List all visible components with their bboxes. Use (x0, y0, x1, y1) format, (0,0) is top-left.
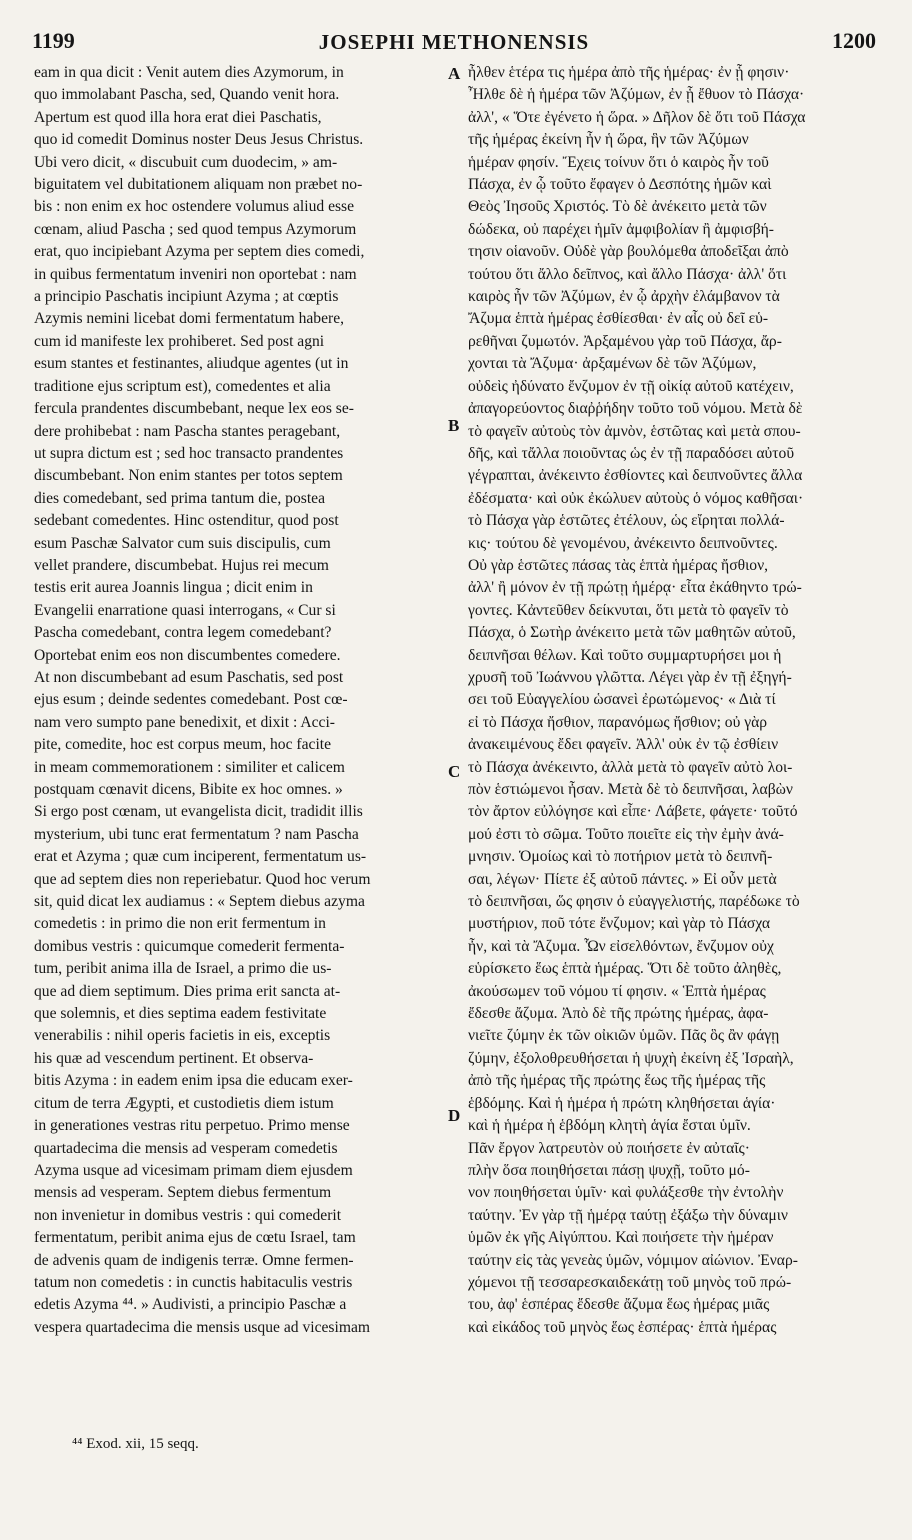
latin-line: dies comedebant, sed prima tantum die, postea (34, 489, 325, 507)
latin-line: Azyma usque ad vicesimam primam diem ejusdem (34, 1161, 353, 1179)
greek-line: μνησιν. Ὁμοίως καὶ τὸ ποτήριον μετὰ τὸ δειπνῆ- (468, 848, 773, 866)
latin-line: cœnam, aliud Pascha ; sed quod tempus Azymorum (34, 220, 357, 238)
latin-line: in meam commemorationem : similiter et calicem (34, 758, 345, 776)
margin-letter-a: A (448, 64, 461, 83)
greek-line: Πάσχα, ὁ Σωτὴρ ἀνέκειτο μετὰ τῶν μαθητῶν αὐτοῦ, (468, 624, 796, 642)
greek-line: ὑμῶν ἐκ γῆς Αἰγύπτου. Καὶ ποιήσετε τὴν ἡμέραν (468, 1229, 774, 1247)
latin-line: erat et Azyma ; quæ cum inciperent, fermentatum us- (34, 848, 367, 866)
latin-line: esum Paschæ Salvator cum suis discipulis, cum (34, 534, 331, 552)
greek-line: χρυσῆ τοῦ Ἰωάννου γλῶττα. Λέγει γὰρ ἐν τῇ ἐξηγή- (468, 668, 792, 686)
latin-line: que solemnis, et dies septima eadem festivitate (34, 1005, 327, 1023)
greek-line: Πάσχα, ἐν ᾧ τοῦτο ἔφαγεν ὁ Δεσπότης ἡμῶν καὶ (468, 176, 772, 194)
greek-line: τὸ φαγεῖν αὐτοὺς τὸν ἀμνὸν, ἑστῶτας καὶ μετὰ σπου- (468, 422, 801, 440)
latin-line: tum, peribit anima illa de Israel, a primo die us- (34, 960, 332, 978)
greek-line: τὸ Πάσχα γὰρ ἑστῶτες ἐτέλουν, ὡς εἴρηται πολλά- (468, 512, 785, 530)
latin-line: domibus vestris : quicumque comederit fermenta- (34, 937, 345, 955)
latin-line: bitis Azyma : in eadem enim ipsa die educam exer- (34, 1072, 353, 1090)
latin-line: quartadecima die mensis ad vesperam comedetis (34, 1139, 338, 1157)
right-column-number: 1200 (832, 28, 876, 53)
latin-line: pite, comedite, hoc est corpus meum, hoc facite (34, 736, 332, 754)
latin-column (34, 62, 446, 1339)
greek-line: ἀκούσωμεν τοῦ νόμου τί φησιν. « Ἑπτὰ ἡμέρας (468, 982, 766, 1000)
greek-line: του, ἀφ' ἑσπέρας ἔδεσθε ἄζυμα ἕως ἡμέρας μιᾶς (468, 1296, 770, 1314)
greek-line: ἡμέραν φησίν. Ἔχεις τοίνυν ὅτι ὁ καιρὸς ἦν τοῦ (468, 153, 769, 171)
latin-line: citum de terra Ægypti, et custodietis diem istum (34, 1094, 334, 1112)
greek-line: νιεῖτε ζύμην ἐκ τῶν οἰκιῶν ὑμῶν. Πᾶς ὃς ἂν φάγῃ (468, 1027, 780, 1045)
latin-line: his quæ ad vescendum pertinent. Et observa- (34, 1049, 314, 1067)
page-header (32, 28, 876, 62)
greek-line: σει τοῦ Εὐαγγελίου ὡσανεὶ ἐρωτώμενος· « Διὰ τί (468, 691, 776, 709)
latin-line: mysterium, ubi tunc erat fermentatum ? nam Pascha (34, 825, 359, 843)
greek-line: ταύτην εἰς τὰς γενεὰς ὑμῶν, νόμιμον αἰώνιον. Ἐναρ- (468, 1251, 798, 1269)
latin-line: in quibus fermentatum inveniri non oportebat : nam (34, 265, 357, 283)
greek-line: καιρὸς ἦν τῶν Ἀζύμων, ἐν ᾧ ἀρχὴν ἐλάμβανον τὰ (468, 288, 780, 306)
latin-line: fermentatum, peribit anima ejus de cœtu Israel, tam (34, 1229, 356, 1247)
greek-line: ἀπαγορεύοντος διαῤῥήδην τοῦτο τοῦ νόμου. Μετὰ δὲ (468, 400, 803, 418)
greek-line: τὸ Πάσχα ἀνέκειντο, ἀλλὰ μετὰ τὸ φαγεῖν αὐτὸ λοι- (468, 758, 793, 776)
latin-line: postquam cœnavit dicens, Bibite ex hoc omnes. » (34, 781, 343, 798)
latin-line: tatum non comedetis : in cunctis habitaculis vestris (34, 1273, 353, 1291)
latin-line: ejus esum ; deinde sedentes comedebant. Post cœ- (34, 691, 348, 709)
greek-line: ἀπὸ τῆς ἡμέρας τῆς πρώτης ἕως τῆς ἡμέρας τῆς (468, 1072, 766, 1090)
latin-line: At non discumbebant ad esum Paschatis, sed post (34, 668, 344, 686)
latin-line: dere prohibebat : nam Pascha stantes peragebant, (34, 422, 341, 440)
greek-line: καὶ εἰκάδος τοῦ μηνὸς ἕως ἑσπέρας· ἑπτὰ ἡμέρας (468, 1318, 777, 1336)
margin-letter-d: D (448, 1106, 461, 1125)
greek-line: ζύμην, ἐξολοθρευθήσεται ἡ ψυχὴ ἐκείνη ἐξ Ἰσραὴλ, (468, 1049, 794, 1067)
latin-line: biguitatem vel dubitationem aliquam non præbet no- (34, 176, 363, 194)
latin-line: fercula prandentes discumbebant, neque lex eos se- (34, 400, 354, 418)
latin-line: Azymis nemini licebat domi fermentatum habere, (34, 310, 345, 328)
greek-line: ἀνακειμένους ἔδει φαγεῖν. Ἀλλ' οὐκ ἐν τῷ ἐσθίειν (468, 736, 779, 754)
latin-line: bis : non enim ex hoc ostendere volumus aliud esse (34, 198, 355, 216)
latin-line: Evangelii enarratione quasi interrogans, « Cur si (34, 601, 336, 619)
latin-line: nam vero sumpto pane benedixit, et dixit : Acci- (34, 713, 335, 731)
greek-line: ἦλθεν ἑτέρα τις ἡμέρα ἀπὸ τῆς ἡμέρας· ἐν ᾗ φησιν· (468, 64, 790, 81)
latin-line: vespera quartadecima die mensis usque ad vicesimam (34, 1318, 371, 1336)
greek-line: κις· τούτου δὲ γενομένου, ἀνέκειντο δειπνοῦντες. (468, 534, 778, 552)
latin-line: traditione ejus scriptum est), comedentes et alia (34, 377, 331, 395)
left-column-number: 1199 (32, 28, 75, 53)
greek-line: τούτου ὅτι ἄλλο δεῖπνος, καὶ ἄλλο Πάσχα· ἀλλ' ὅτι (468, 265, 787, 283)
latin-line: a principio Paschatis incipiunt Azyma ; at cœptis (34, 288, 339, 306)
greek-line: εἰ τὸ Πάσχα ἤσθιον, παρανόμως ἤσθιον; οὐ γὰρ (468, 713, 768, 731)
greek-line: νον ποιηθήσεται ὑμῖν· καὶ φυλάξεσθε τὴν ἐντολὴν (468, 1184, 784, 1202)
latin-line: sit, quid dicat lex audiamus : « Septem diebus azyma (34, 893, 365, 911)
latin-line: testis erit aurea Joannis lingua ; dicit enim in (34, 579, 313, 597)
greek-line: Θεὸς Ἰησοῦς Χριστός. Τὸ δὲ ἀνέκειτο μετὰ τῶν (468, 198, 767, 216)
running-title: JOSEPHI METHONENSIS (318, 30, 590, 54)
latin-line: mensis ad vesperam. Septem diebus fermentum (34, 1184, 332, 1202)
greek-line: τησιν οἱανοῦν. Οὐδὲ γὰρ βουλόμεθα ἀποδεῖξαι ἀπὸ (468, 243, 789, 261)
latin-line: vellet prandere, discumbebat. Hujus rei mecum (34, 556, 329, 574)
latin-line: de advenis quam de indigenis terræ. Omne fermen- (34, 1251, 354, 1269)
greek-column (468, 62, 878, 1339)
margin-letter-c: C (448, 762, 461, 781)
latin-line: Apertum est quod illa hora erat diei Paschatis, (34, 108, 322, 126)
footnote: ⁴⁴ Exod. xii, 15 seqq. (72, 1436, 199, 1452)
greek-line: σαι, λέγων· Πίετε ἐξ αὐτοῦ πάντες. » Εἰ οὖν μετὰ (468, 870, 777, 888)
greek-line: ἑβδόμης. Καὶ ἡ ἡμέρα ἡ πρώτη κληθήσεται ἁγία· (468, 1094, 776, 1112)
greek-line: ρεθῆναι ζυμωτόν. Ἀρξαμένου γὰρ τοῦ Πάσχα, ἄρ- (468, 332, 782, 350)
latin-line: quo id comedit Dominus noster Deus Jesus Christus. (34, 131, 364, 149)
greek-line: Ἦλθε δὲ ἡ ἡμέρα τῶν Ἀζύμων, ἐν ᾗ ἔθυον τὸ Πάσχα· (468, 86, 805, 104)
greek-line: μού ἐστι τὸ σῶμα. Τοῦτο ποιεῖτε εἰς τὴν ἐμὴν ἀνά- (468, 825, 784, 843)
greek-line: εὑρίσκετο ἕως ἑπτὰ ἡμέρας. Ὅτι δὲ τοῦτο ἀληθὲς, (468, 960, 782, 978)
latin-line: que ad septem dies non reperiebatur. Quod hoc verum (34, 870, 371, 888)
greek-line: δῆς, καὶ τἄλλα ποιοῦντας ὡς ἐν τῇ παραδόσει αὐτοῦ (468, 444, 795, 462)
greek-line: τῆς ἡμέρας ἐκείνη ἦν ἡ ὥρα, ἣν τῶν Ἀζύμων (468, 131, 749, 149)
latin-line: in generationes vestras ritu perpetuo. Primo mense (34, 1117, 350, 1135)
latin-line: erat, quo incipiebant Azyma per septem dies comedi, (34, 243, 365, 261)
margin-letter-b: B (448, 416, 460, 435)
greek-line: γέγραπται, ἀνέκειντο ἐσθίοντες καὶ δειπνοῦντες ἄλλα (468, 467, 803, 485)
greek-line: ἐδέσματα· καὶ οὐκ ἐκώλυεν αὐτοὺς ὁ νόμος καθῆσαι· (468, 489, 804, 507)
latin-line: Pascha comedebant, contra legem comedebant? (34, 624, 332, 642)
latin-line: cum id manifeste lex prohiberet. Sed post agni (34, 332, 325, 350)
latin-line: Ubi vero dicit, « discubuit cum duodecim, » am- (34, 153, 338, 171)
latin-line: esum stantes et festinantes, aliudque agentes (ut in (34, 355, 349, 373)
latin-line: eam in qua dicit : Venit autem dies Azymorum, in (34, 64, 344, 81)
latin-line: ut supra dictum est ; sed hoc transacto prandentes (34, 444, 344, 462)
greek-line: οὐδεὶς ἠδύνατο ἔνζυμον ἐν τῇ οἰκίᾳ αὐτοῦ κατέχειν, (468, 377, 794, 395)
greek-line: ταύτην. Ἐν γὰρ τῇ ἡμέρᾳ ταύτῃ ἐξάξω τὴν δύναμιν (468, 1206, 788, 1224)
latin-line: sedebant comedentes. Hinc ostenditur, quod post (34, 512, 339, 530)
greek-line: Οὐ γὰρ ἑστῶτες πάσας τὰς ἑπτὰ ἡμέρας ἤσθιον, (468, 556, 769, 574)
greek-line: ἀλλ' ἢ μόνον ἐν τῇ πρώτῃ ἡμέρᾳ· εἶτα ἐκάθηντο τρώ- (468, 579, 802, 597)
greek-line: πλὴν ὅσα ποιηθήσεται πάσῃ ψυχῇ, τοῦτο μό- (468, 1161, 750, 1179)
greek-line: ἔδεσθε ἄζυμα. Ἀπὸ δὲ τῆς πρώτης ἡμέρας, ἀφα- (468, 1005, 769, 1023)
greek-line: δειπνῆσαι θέλων. Καὶ τοῦτο συμμαρτυρήσει μοι ἡ (468, 646, 782, 664)
greek-line: πὸν ἑστιώμενοι ἦσαν. Μετὰ δὲ τὸ δειπνῆσαι, λαβὼν (468, 781, 793, 798)
greek-line: Ἄζυμα ἑπτὰ ἡμέρας ἐσθίεσθαι· ἐν αἷς οὐ δεῖ εὑ- (468, 310, 769, 328)
latin-line: venerabilis : nihil operis facietis in eis, exceptis (34, 1027, 331, 1045)
latin-line: edetis Azyma ⁴⁴. » Audivisti, a principio Paschæ a (34, 1296, 347, 1314)
greek-line: χονται τὰ Ἄζυμα· ἀρξαμένων δὲ τῶν Ἀζύμων, (468, 355, 757, 373)
latin-line: quo immolabant Pascha, sed, Quando venit hora. (34, 86, 340, 104)
latin-line: comedetis : in primo die non erit fermentum in (34, 915, 326, 933)
greek-line: τὸ δειπνῆσαι, ὥς φησιν ὁ εὐαγγελιστής, παρέδωκε τὸ (468, 893, 800, 911)
greek-line: καὶ ἡ ἡμέρα ἡ ἑβδόμη κλητὴ ἁγία ἔσται ὑμῖν. (468, 1117, 751, 1135)
latin-line: Oportebat enim eos non discumbentes comedere. (34, 646, 341, 664)
latin-line: discumbebant. Non enim stantes per totos septem (34, 467, 343, 485)
latin-line: Si ergo post cœnam, ut evangelista dicit, tradidit illis (34, 803, 363, 821)
greek-line: ἦν, καὶ τὰ Ἄζυμα. Ὧν εἰσελθόντων, ἔνζυμον οὐχ (468, 937, 774, 955)
greek-line: χόμενοι τῇ τεσσαρεσκαιδεκάτῃ τοῦ μηνὸς τοῦ πρώ- (468, 1273, 792, 1291)
latin-line: non invenietur in domibus vestris : qui comederit (34, 1206, 342, 1224)
greek-line: ἀλλ', « Ὅτε ἐγένετο ἡ ὥρα. » Δῆλον δὲ ὅτι τοῦ Πάσχα (468, 108, 806, 126)
greek-line: μυστήριον, ποῦ τότε ἔνζυμον; καὶ γὰρ τὸ Πάσχα (468, 915, 771, 933)
greek-line: δώδεκα, οὐ παρέχει ἡμῖν ἀμφιβολίαν ἢ ἀμφισβή- (468, 220, 775, 238)
greek-line: Πᾶν ἔργον λατρευτὸν οὐ ποιήσετε ἐν αὐταῖς· (468, 1139, 750, 1157)
greek-line: τὸν ἄρτον εὐλόγησε καὶ εἶπε· Λάβετε, φάγετε· τοῦτό (468, 803, 798, 821)
greek-line: γοντες. Κἀντεῦθεν δείκνυται, ὅτι μετὰ τὸ φαγεῖν τὸ (468, 601, 789, 619)
latin-line: que ad diem septimum. Dies prima erit sancta at- (34, 982, 341, 1000)
